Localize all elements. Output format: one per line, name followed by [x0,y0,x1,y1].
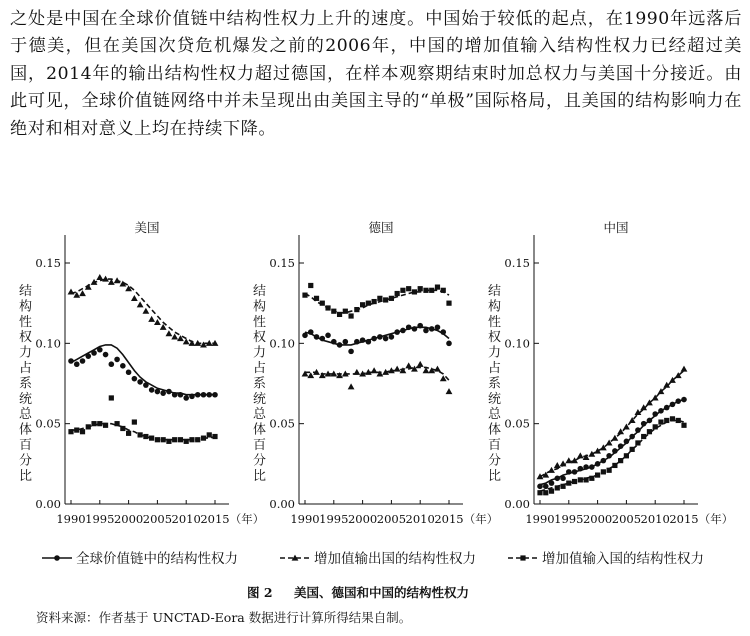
point-total [103,352,109,358]
point-input [325,305,330,310]
point-input [114,421,119,426]
point-total [583,464,589,470]
point-total [137,379,143,385]
x-tick-label: 2000 [347,512,378,526]
point-input [189,437,194,442]
point-total [652,411,658,417]
point-input [618,458,623,463]
y-tick-label: 0.00 [504,497,530,511]
point-output [348,383,355,389]
point-input [126,431,131,436]
point-input [184,439,189,444]
x-tick-label: 2010 [171,512,201,526]
point-total [406,324,412,330]
point-output [68,289,75,295]
point-input [543,490,548,495]
legend-item-total [42,550,238,567]
point-total [120,363,126,369]
legend-label: 全球价值链中的结构性权力 [76,551,238,567]
point-total [314,334,320,340]
point-output [565,457,572,463]
point-output [434,366,441,372]
point-input [412,289,417,294]
point-total [618,443,624,449]
point-input [607,468,612,473]
point-input [149,436,154,441]
point-input [195,437,200,442]
x-tick-label: 1990 [525,512,555,526]
point-input [578,477,583,482]
point-input [653,424,658,429]
point-total [149,387,155,393]
point-input [178,437,183,442]
point-input [366,301,371,306]
point-total [178,392,184,398]
point-total [183,395,189,401]
point-input [395,291,400,296]
point-input [212,434,217,439]
point-input [383,297,388,302]
point-output [148,316,155,322]
point-total [348,349,354,355]
point-total [109,361,115,367]
point-input [80,429,85,434]
point-input [681,423,686,428]
point-input [348,313,353,318]
point-input [537,490,542,495]
point-input [331,309,336,314]
x-tick-label: 1995 [85,512,115,526]
point-total [423,328,429,334]
y-tick-label: 0.00 [35,497,61,511]
point-total [554,475,560,481]
panel-title: 中国 [603,220,629,235]
point-input [589,476,594,481]
point-input [354,307,359,312]
point-total [360,337,366,343]
point-total [601,458,607,464]
point-input [207,432,212,437]
point-total [166,389,172,395]
point-total [624,439,630,445]
point-input [314,296,319,301]
point-total [195,392,201,398]
point-input [155,437,160,442]
point-total [658,408,664,414]
point-input [670,416,675,421]
point-input [549,489,554,494]
point-input [624,453,629,458]
point-total [189,394,195,400]
figure-source: 资料来源：作者基于 UNCTAD-Eora 数据进行计算所得结果自制。 [36,610,412,625]
point-total [212,392,218,398]
point-output [137,301,144,307]
point-total [74,361,80,367]
point-input [595,472,600,477]
point-input [400,288,405,293]
point-input [343,309,348,314]
x-tick-label: 1995 [554,512,584,526]
point-total [578,466,584,472]
x-tick-label: 2010 [405,512,435,526]
point-total [417,323,423,329]
point-total [85,353,91,359]
y-axis-label: 结构性权力占系统总体百分比 [488,284,502,484]
point-total [97,347,103,353]
point-input [103,423,108,428]
x-tick-label: 2005 [376,512,407,526]
y-tick-label: 0.10 [35,336,61,351]
point-total [612,448,618,454]
point-input [372,299,377,304]
x-tick-label: 2005 [611,512,642,526]
point-input [429,288,434,293]
point-output [417,361,424,367]
point-input [406,286,411,291]
point-total [394,329,400,335]
point-total [606,453,612,459]
point-total [440,329,446,335]
point-total [160,390,166,396]
point-output [405,362,412,368]
body-paragraph: 之处是中国在全球价值链中结构性权力上升的速度。中国始于较低的起点，在1990年远落后于德美，但在美国次贷危机爆发之前的2006年，中国的增加值输入结构性权力已经超过美国，2014年的输出结构性权力超过德国，在样本观察期结束时加总权力与美国十分接近。由此可见，全球价值链网络中并未呈现出由美国主导的“单极”国际格局，且美国的结构影响力在绝对和相对意义上均在持续下降。 [10,9,742,139]
point-input [601,469,606,474]
point-total [337,342,343,348]
point-total [400,328,406,334]
y-tick-label: 0.00 [269,497,295,511]
point-input [302,293,307,298]
point-input [377,296,382,301]
point-input [441,288,446,293]
x-tick-label: 2000 [113,512,144,526]
point-total [308,329,314,335]
point-output [394,366,401,372]
legend-label: 增加值输出国的结构性权力 [314,551,476,567]
point-output [302,370,309,376]
point-total [132,376,138,382]
point-output [571,457,578,463]
x-tick-label: 2015 [434,512,464,526]
point-output [353,369,360,375]
point-total [435,324,441,330]
point-total [537,484,543,490]
point-output [166,330,173,336]
point-total [560,475,566,481]
point-total [206,392,212,398]
point-total [366,339,372,345]
point-output [577,452,584,458]
point-total [670,402,676,408]
point-total [172,392,178,398]
point-output [200,342,207,348]
fit-line-output [71,279,215,343]
point-input [630,447,635,452]
point-input [132,419,137,424]
point-total [319,336,325,342]
point-output [548,467,555,473]
y-tick-label: 0.15 [269,256,295,270]
point-output [446,388,453,394]
point-input [201,436,206,441]
point-total [675,398,681,404]
legend-label: 增加值输入国的结构性权力 [542,551,704,567]
legend-marker [54,555,60,561]
y-tick-label: 0.10 [504,336,530,351]
y-tick-label: 0.05 [504,416,530,431]
point-output [183,338,190,344]
legend-marker [520,555,525,560]
figure-caption: 美国、德国和中国的结构性权力 [294,585,470,600]
point-total [589,464,595,470]
x-tick-label: 2015 [200,512,230,526]
legend-item-input [508,550,704,567]
point-total [126,369,132,375]
panel-title: 德国 [368,220,394,235]
point-input [555,485,560,490]
point-output [114,277,121,283]
point-total [566,469,572,475]
point-total [549,480,555,486]
point-total [635,427,641,433]
point-total [377,334,383,340]
point-total [572,469,578,475]
x-tick-label: 1995 [319,512,349,526]
point-input [74,427,79,432]
point-output [154,319,161,325]
point-total [302,333,308,339]
point-total [412,326,418,332]
x-unit-label: （年） [698,512,734,526]
point-output [131,295,138,301]
point-input [389,296,394,301]
figure-number: 图 2 [247,585,273,600]
point-total [80,358,86,364]
point-total [371,336,377,342]
point-input [308,283,313,288]
point-input [138,432,143,437]
point-total [543,484,549,490]
point-output [617,428,624,434]
point-input [161,437,166,442]
point-output [171,334,178,340]
point-total [114,357,120,363]
point-output [588,451,595,457]
point-total [143,382,149,388]
point-total [331,339,337,345]
point-input [572,479,577,484]
point-input [172,437,177,442]
point-output [440,375,447,381]
x-tick-label: 2000 [582,512,613,526]
point-input [423,288,428,293]
x-tick-label: 1990 [56,512,86,526]
point-input [560,484,565,489]
point-total [383,336,389,342]
point-input [337,312,342,317]
point-output [79,290,86,296]
point-input [664,418,669,423]
point-output [371,367,378,373]
point-total [446,341,452,347]
y-axis-label: 结构性权力占系统总体百分比 [19,284,33,484]
point-input [97,421,102,426]
x-unit-label: （年） [463,512,499,526]
panel-title: 美国 [134,220,160,235]
panel-0 [19,220,264,526]
point-total [68,358,74,364]
x-tick-label: 2015 [669,512,699,526]
panel-1 [253,220,498,526]
point-input [86,424,91,429]
point-input [418,286,423,291]
point-input [446,301,451,306]
point-total [389,334,395,340]
point-total [629,434,635,440]
point-output [554,462,561,468]
panel-2 [488,220,733,526]
point-output [319,372,326,378]
structural-power-figure [0,208,750,636]
point-input [120,426,125,431]
x-tick-label: 2010 [640,512,670,526]
x-tick-label: 1990 [290,512,320,526]
point-total [91,350,97,356]
x-unit-label: （年） [229,512,265,526]
point-input [647,429,652,434]
point-input [166,439,171,444]
point-total [647,418,653,424]
point-output [376,370,383,376]
point-total [664,405,670,411]
y-tick-label: 0.15 [35,256,61,270]
point-total [201,392,207,398]
point-total [354,339,360,345]
point-output [142,308,149,314]
point-total [681,397,687,403]
point-input [583,477,588,482]
point-input [68,429,73,434]
point-total [343,339,349,345]
point-input [143,434,148,439]
y-tick-label: 0.05 [269,416,295,431]
point-total [429,326,435,332]
point-input [635,440,640,445]
point-output [96,274,103,280]
point-input [612,463,617,468]
legend-item-output [280,550,476,567]
point-total [325,333,331,339]
point-input [109,395,114,400]
y-tick-label: 0.15 [504,256,530,270]
point-input [676,418,681,423]
y-tick-label: 0.05 [35,416,61,431]
x-tick-label: 2005 [142,512,173,526]
point-output [681,366,688,372]
y-axis-label: 结构性权力占系统总体百分比 [253,284,267,484]
y-tick-label: 0.10 [269,336,295,351]
point-input [320,301,325,306]
point-total [595,461,601,467]
point-input [641,434,646,439]
point-total [641,421,647,427]
point-input [658,419,663,424]
point-input [435,285,440,290]
point-output [336,372,343,378]
point-input [91,421,96,426]
point-input [360,302,365,307]
point-total [155,389,161,395]
point-input [566,481,571,486]
